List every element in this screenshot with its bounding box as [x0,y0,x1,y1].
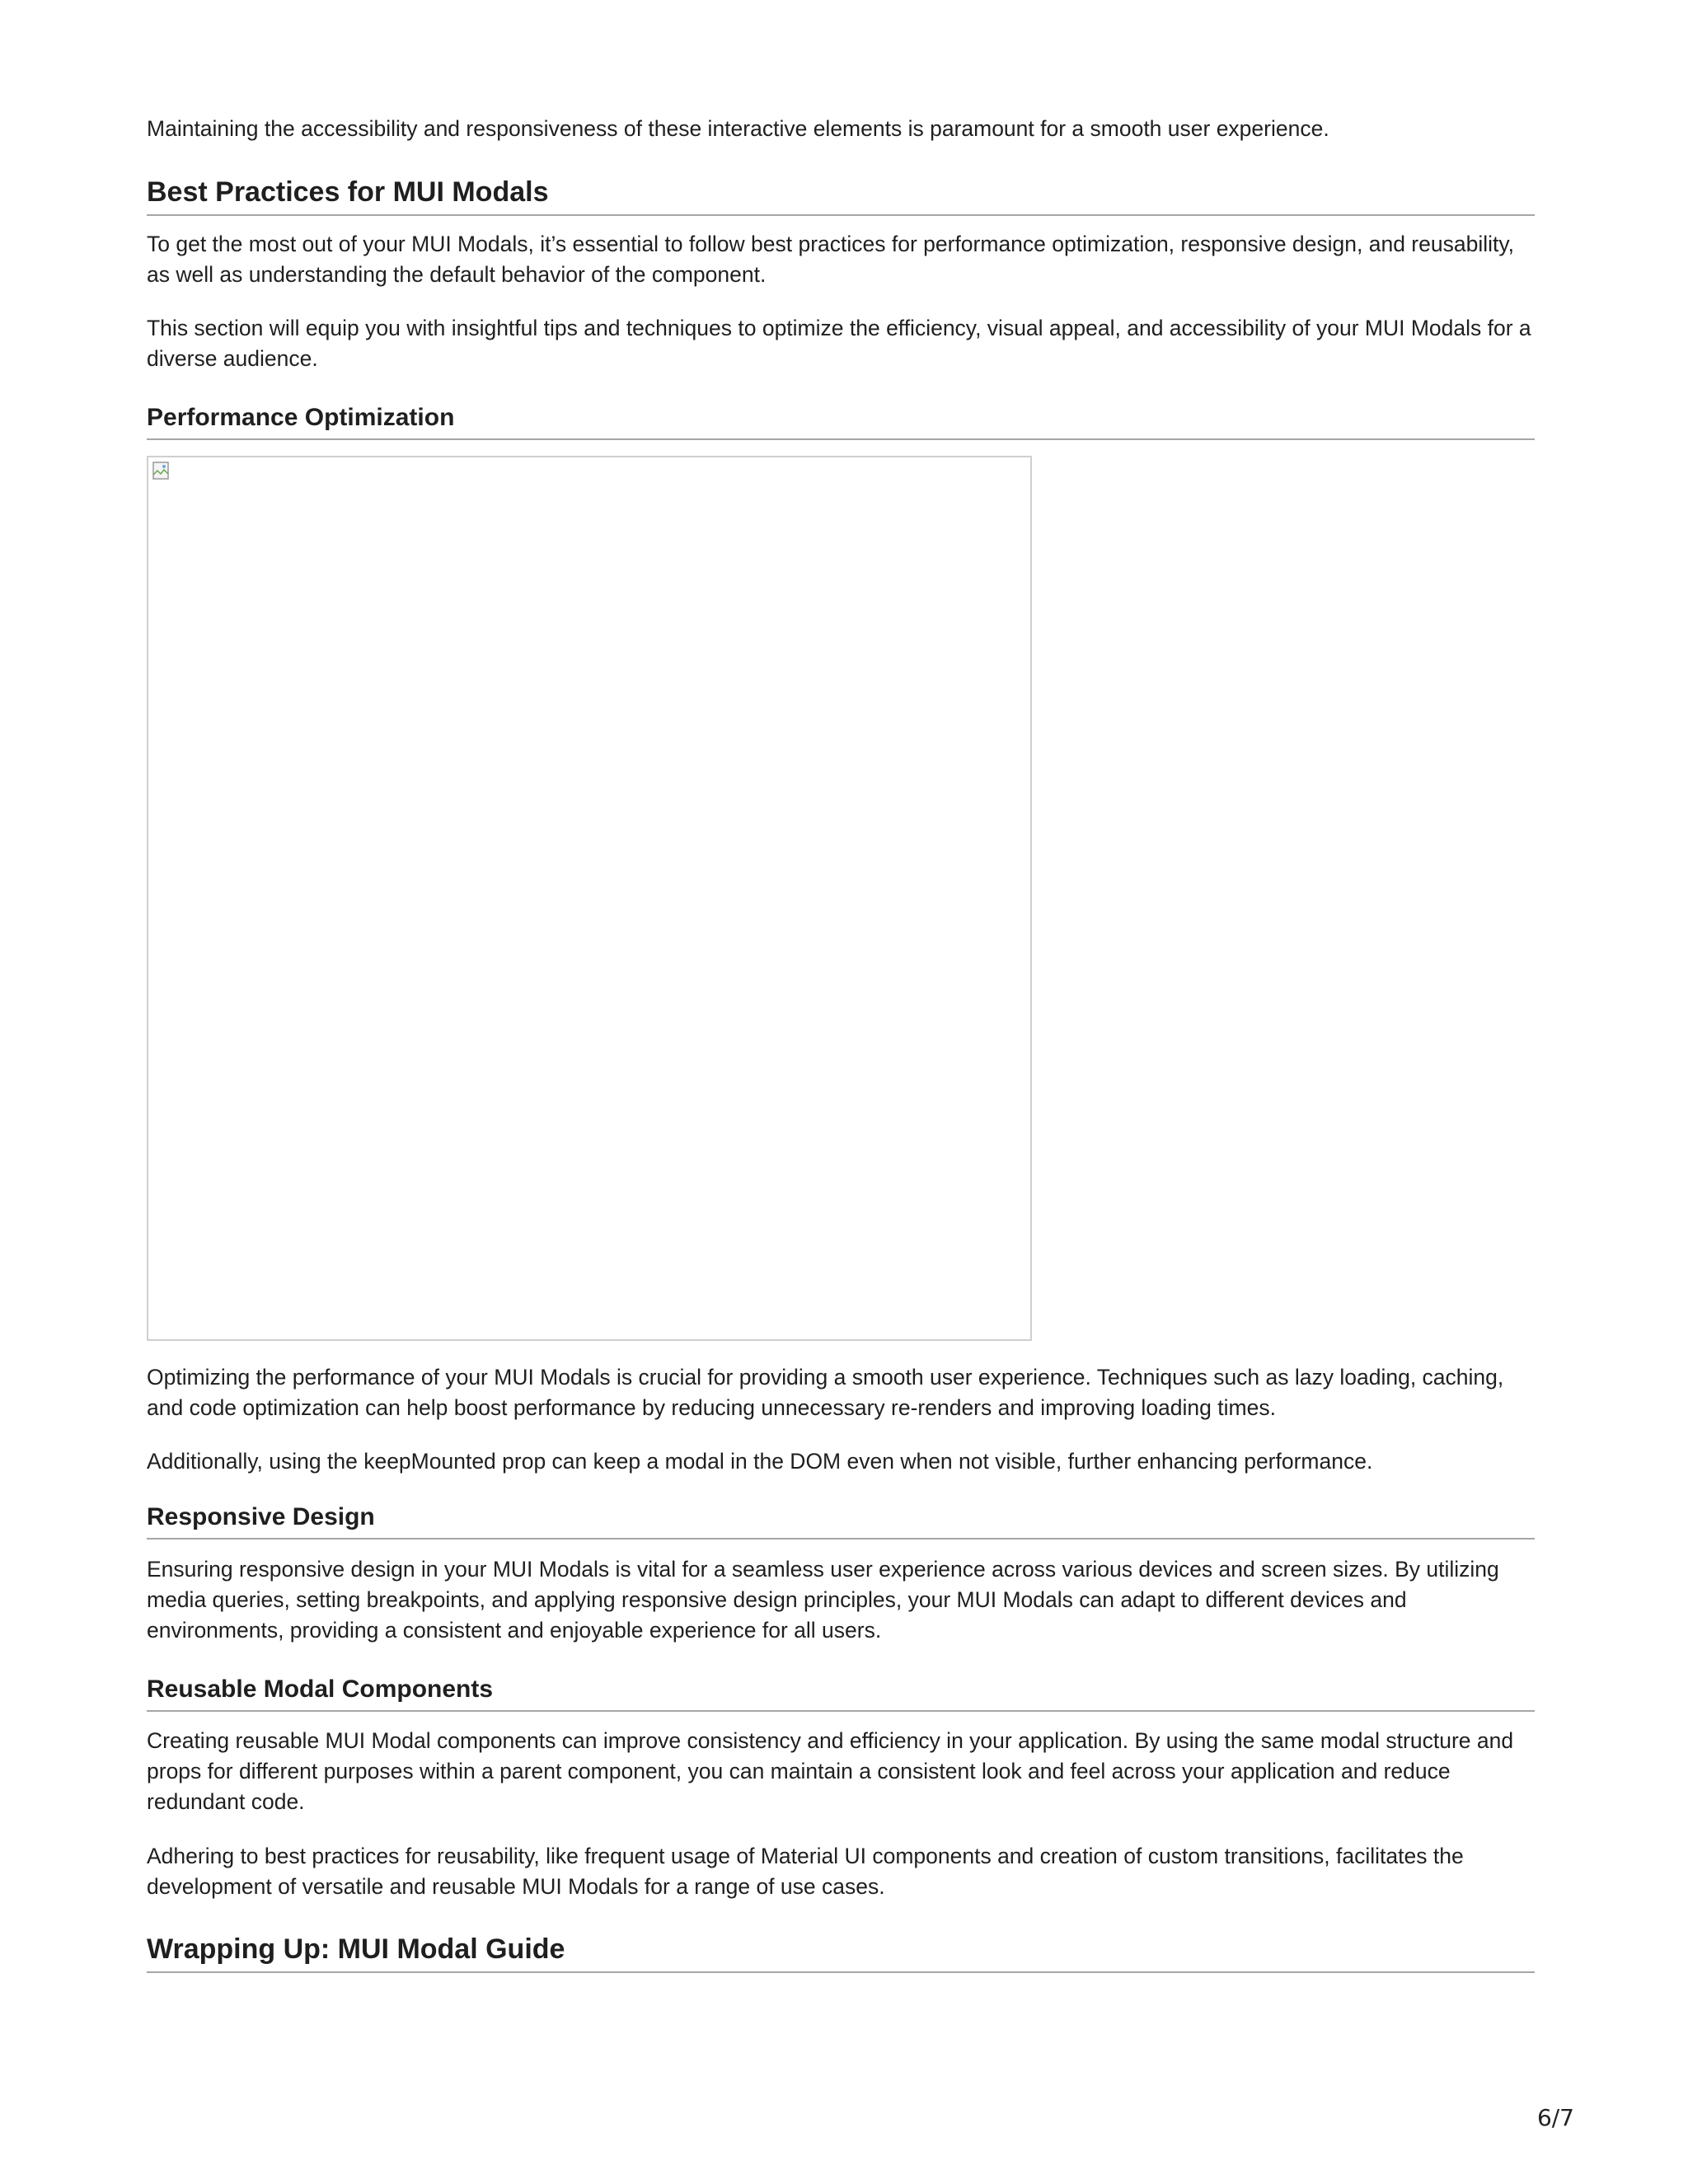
heading-responsive-design: Responsive Design [147,1502,1535,1540]
performance-paragraph-2: Additionally, using the keepMounted prop can keep a modal in the DOM even when not visible, further enhancing performance. [147,1449,1373,1474]
reusable-paragraph-2: Adhering to best practices for reusability, like frequent usage of Material UI components and creation of custom transitions, facilitates the development of versatile and reusable MUI Modals for a range of use cases. [147,1844,1464,1899]
responsive-paragraph-1: Ensuring responsive design in your MUI Modals is vital for a seamless user experience across various devices and screen sizes. By utilizing media queries, setting breakpoints, and applying responsive design principles, your MUI Modals can adapt to different devices and environments, providing a consistent and enjoyable experience for all users. [147,1557,1499,1643]
heading-performance-optimization: Performance Optimization [147,403,1535,440]
heading-best-practices: Best Practices for MUI Modals [147,176,1535,216]
performance-paragraph-1: Optimizing the performance of your MUI Modals is crucial for providing a smooth user experience. Techniques such as lazy loading, caching, and code optimization can help boost performance by reducing unnecessary re-renders and improving loading times. [147,1365,1504,1420]
heading-wrapping-up: Wrapping Up: MUI Modal Guide [147,1933,1535,1973]
best-practices-paragraph-2: This section will equip you with insightful tips and techniques to optimize the efficiency, visual appeal, and accessibility of your MUI Modals for a diverse audience. [147,316,1531,371]
page-number: 6/7 [1536,2104,1574,2131]
broken-image [147,456,1032,1341]
heading-reusable-modal-components: Reusable Modal Components [147,1675,1535,1712]
reusable-paragraph-1: Creating reusable MUI Modal components can improve consistency and efficiency in your application. By using the same modal structure and props for different purposes within a parent component, you can maintain a consistent look and feel across your application and reduce redundant code. [147,1728,1514,1814]
best-practices-paragraph-1: To get the most out of your MUI Modals, it’s essential to follow best practices for performance optimization, responsive design, and reusability, as well as understanding the default behavior of the component. [147,232,1515,287]
broken-image-icon [152,462,172,481]
intro-paragraph: Maintaining the accessibility and responsiveness of these interactive elements is paramount for a smooth user experience. [147,116,1329,141]
